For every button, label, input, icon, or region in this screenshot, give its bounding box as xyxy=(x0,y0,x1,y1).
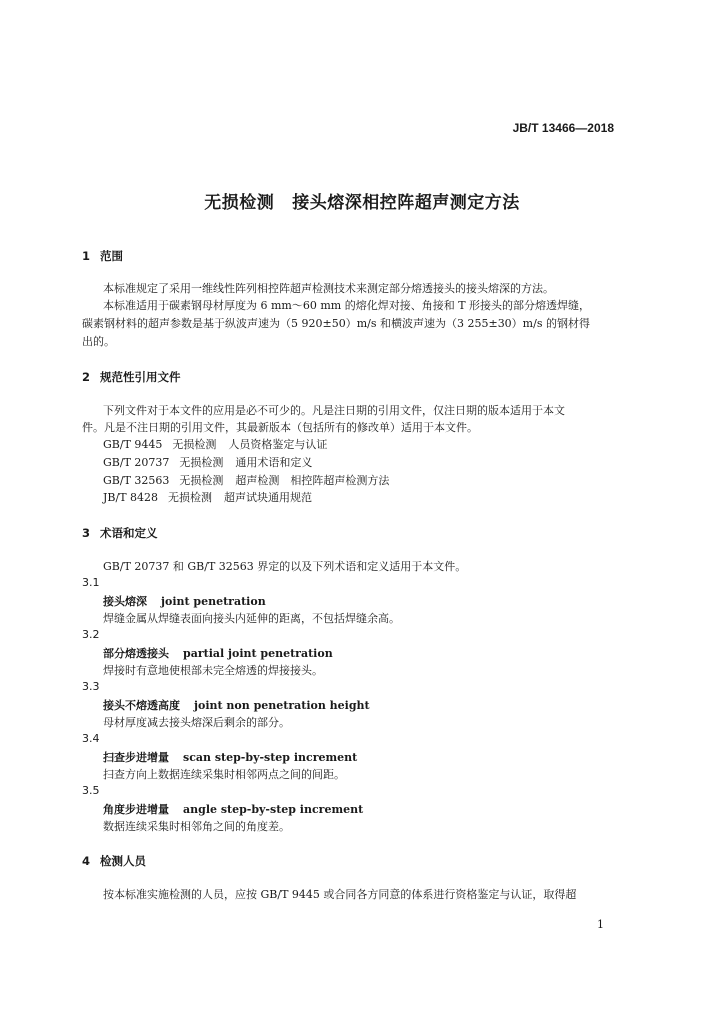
title-part-1: 无损检测 xyxy=(204,193,275,213)
reference-code: GB/T 20737 xyxy=(103,456,170,469)
term-definition: 焊接时有意地使根部未完全熔透的焊接接头。 xyxy=(103,664,323,677)
section-2-paragraph-line-2: 件。凡是不注日期的引用文件，其最新版本（包括所有的修改单）适用于本文件。 xyxy=(82,421,478,434)
term-english: partial joint penetration xyxy=(183,647,333,660)
term-title xyxy=(103,749,357,765)
term-number: 3.3 xyxy=(82,680,100,693)
section-4-heading xyxy=(82,853,146,869)
reference-code: GB/T 32563 xyxy=(103,474,170,487)
reference-title: 通用术语和定义 xyxy=(235,456,313,469)
section-1-paragraph-1: 本标准规定了采用一维线性阵列相控阵超声检测技术来测定部分熔透接头的接头熔深的方法。 xyxy=(103,282,554,295)
reference-item xyxy=(103,489,312,505)
section-2-heading xyxy=(82,369,181,385)
term-number: 3.2 xyxy=(82,628,100,641)
title-part-2: 接头熔深相控阵超声测定方法 xyxy=(292,193,520,213)
reference-item xyxy=(103,436,327,452)
term-definition: 数据连续采集时相邻角之间的角度差。 xyxy=(103,820,290,833)
section-1-paragraph-2-line-2: 碳素钢材料的超声参数是基于纵波声速为（5 920±50）m/s 和横波声速为（3 255±30）m/s 的钢材得 xyxy=(82,317,590,330)
term-number: 3.4 xyxy=(82,732,100,745)
term-chinese: 部分熔透接头 xyxy=(103,647,169,660)
reference-title: 超声试块通用规范 xyxy=(224,491,313,504)
reference-item xyxy=(103,454,312,470)
term-chinese: 角度步进增量 xyxy=(103,803,169,816)
reference-subject: 无损检测 xyxy=(179,456,224,469)
term-number: 3.1 xyxy=(82,576,100,589)
section-3-number: 3 xyxy=(82,526,91,540)
term-english: joint non penetration height xyxy=(194,699,370,712)
section-1-title: 范围 xyxy=(100,249,123,263)
term-english: scan step-by-step increment xyxy=(183,751,358,764)
document-title xyxy=(0,188,724,213)
term-chinese: 接头熔深 xyxy=(103,595,147,608)
term-chinese: 扫查步进增量 xyxy=(103,751,169,764)
section-3-intro: GB/T 20737 和 GB/T 32563 界定的以及下列术语和定义适用于本文件。 xyxy=(103,560,467,573)
reference-code: GB/T 9445 xyxy=(103,438,163,451)
term-chinese: 接头不熔透高度 xyxy=(103,699,180,712)
term-title xyxy=(103,645,333,661)
reference-item xyxy=(103,472,389,488)
section-2-title: 规范性引用文件 xyxy=(100,370,181,384)
page-number: 1 xyxy=(597,918,604,931)
term-number: 3.5 xyxy=(82,784,100,797)
section-4-paragraph-line-1: 按本标准实施检测的人员，应按 GB/T 9445 或合同各方同意的体系进行资格鉴定与认证，取得超 xyxy=(103,888,577,901)
section-3-heading xyxy=(82,525,158,541)
reference-title: 人员资格鉴定与认证 xyxy=(228,438,328,451)
reference-subject: 无损检测 xyxy=(172,438,217,451)
section-3-title: 术语和定义 xyxy=(100,526,158,540)
section-2-paragraph-line-1: 下列文件对于本文件的应用是必不可少的。凡是注日期的引用文件，仅注日期的版本适用于本文 xyxy=(103,404,565,417)
reference-code: JB/T 8428 xyxy=(103,491,159,504)
term-definition: 焊缝金属从焊缝表面向接头内延伸的距离，不包括焊缝余高。 xyxy=(103,612,400,625)
section-1-number: 1 xyxy=(82,249,91,263)
term-definition: 扫查方向上数据连续采集时相邻两点之间的间距。 xyxy=(103,768,345,781)
section-1-heading xyxy=(82,248,123,264)
reference-subject: 无损检测 xyxy=(168,491,213,504)
reference-title: 超声检测 相控阵超声检测方法 xyxy=(235,474,390,487)
term-definition: 母材厚度减去接头熔深后剩余的部分。 xyxy=(103,716,290,729)
term-title xyxy=(103,697,370,713)
section-1-paragraph-2-line-1: 本标准适用于碳素钢母材厚度为 6 mm～60 mm 的熔化焊对接、角接和 T 形接头的部分熔透焊缝， xyxy=(103,299,591,312)
section-1-paragraph-2-line-3: 出的。 xyxy=(82,335,115,348)
term-title xyxy=(103,801,363,817)
reference-subject: 无损检测 xyxy=(179,474,224,487)
standard-code: JB/T 13466—2018 xyxy=(512,121,614,135)
section-2-number: 2 xyxy=(82,370,91,384)
term-english: angle step-by-step increment xyxy=(183,803,364,816)
section-4-number: 4 xyxy=(82,854,91,868)
section-4-title: 检测人员 xyxy=(100,854,146,868)
term-title xyxy=(103,593,266,609)
term-english: joint penetration xyxy=(161,595,266,608)
